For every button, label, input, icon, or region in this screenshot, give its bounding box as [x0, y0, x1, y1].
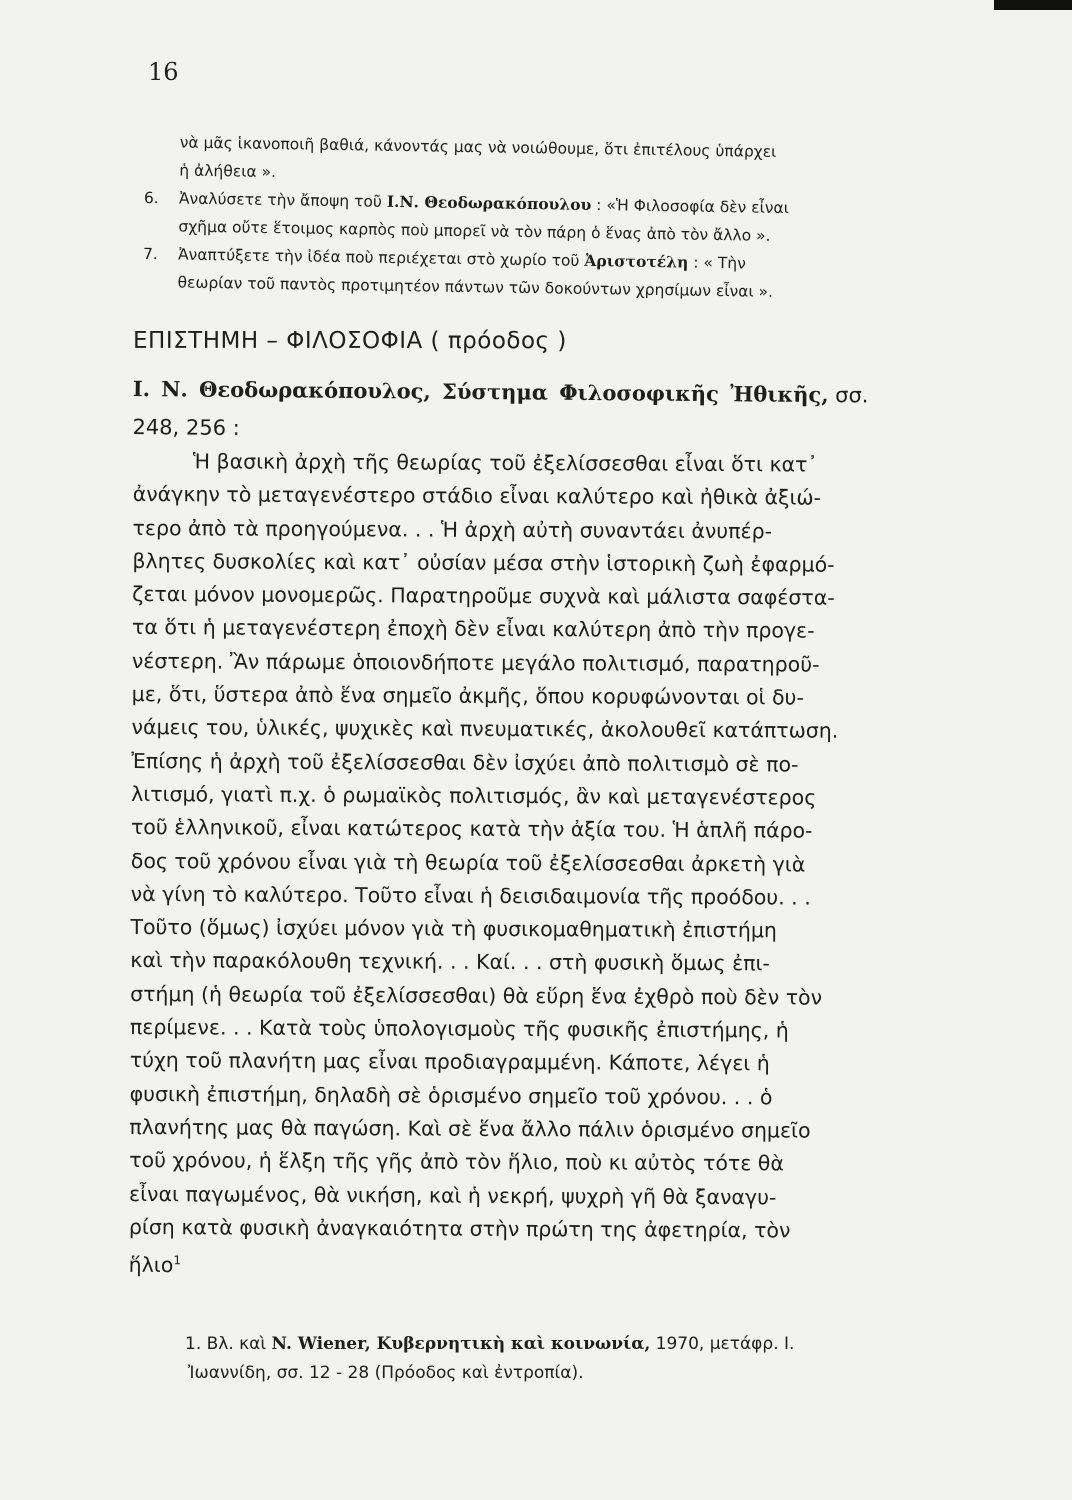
passage-last-word: ἥλιο	[128, 1252, 174, 1278]
passage-line: Τοῦτο (ὅμως) ἰσχύει μόνον γιὰ τὴ φυσικομαθηματικὴ ἐπιστήμη	[130, 915, 777, 943]
passage-line: τερο ἀπὸ τὰ προηγούμενα. . . Ἡ ἀρχὴ αὐτὴ συναντάει ἀνυπέρ-	[132, 515, 773, 543]
passage-line: ἀνάγκην τὸ μεταγενέστερο στάδιο εἶναι καλύτερο καὶ ἠθικὰ ἀξιώ-	[132, 482, 822, 510]
passage-line: τα ὅτι ἡ μεταγενέστερη ἐποχὴ δὲν εἶναι καλύτερη ἀπὸ τὴν προγε-	[131, 615, 815, 644]
question-text: : «Ἡ Φιλοσοφία δὲν εἶναι	[591, 196, 790, 218]
passage-line: νὰ γίνη τὸ καλύτερο. Τοῦτο εἶναι ἡ δεισιδαιμονία τῆς προόδου. . .	[130, 881, 811, 910]
passage-line: τύχη τοῦ πλανήτη μας εἶναι προδιαγραμμένη. Κάποτε, λέγει ἡ	[129, 1048, 770, 1076]
question-number: 7.	[142, 244, 158, 264]
passage-line: βλητες δυσκολίες καὶ κατ᾽ οὐσίαν μέσα στὴν ἱστορικὴ ζωὴ ἐφαρμό-	[132, 548, 835, 577]
footnote-marker: 1	[173, 1253, 182, 1268]
citation-reference: Ι. Ν. Θεοδωρακόπουλος, Σύστημα Φιλοσοφικῆς Ἠθικῆς,	[132, 375, 829, 408]
section-heading: ΕΠΙΣΤΗΜΗ – ΦΙΛΟΣΟΦΙΑ ( πρόοδος )	[133, 328, 567, 354]
question-continuation-line: ἡ ἀλήθεια ».	[179, 161, 277, 182]
quoted-passage	[129, 445, 963, 1287]
question-text: : « Τὴν	[688, 253, 746, 273]
question-text: Ἀναπτύξετε τὴν ἰδέα ποὺ περιέχεται στὸ χωρίο τοῦ	[177, 245, 585, 270]
passage-line: λιτισμό, γιατὶ π.χ. ὁ ρωμαϊκὸς πολιτισμός, ἂν καὶ μεταγενέστερος	[131, 781, 817, 810]
passage-line: φυσικὴ ἐπιστήμη, δηλαδὴ σὲ ὁρισμένο σημεῖο τοῦ χρόνου. . . ὁ	[129, 1081, 773, 1109]
footnote-reference: N. Wiener, Κυβερνητικὴ καὶ κοινωνία,	[271, 1334, 651, 1354]
passage-line: Ἡ βασικὴ ἀρχὴ τῆς θεωρίας τοῦ ἐξελίσσεσθαι εἶναι ὅτι κατ᾽	[192, 449, 818, 477]
question-text: Ἀναλύσετε τὴν ἄποψη τοῦ	[178, 189, 387, 211]
passage-line: τοῦ ἑλληνικοῦ, εἶναι κατώτερος κατὰ τὴν ἀξία του. Ἡ ἁπλῆ πάρο-	[130, 815, 813, 843]
question-author: Ἀριστοτέλη	[584, 250, 689, 272]
question-number: 6.	[143, 188, 159, 208]
footnote-continuation: Ἰωαννίδη, σσ. 12 - 28 (Πρόοδος καὶ ἐντροπία).	[188, 1363, 584, 1383]
passage-line: με, ὅτι, ὕστερα ἀπὸ ἕνα σημεῖο ἀκμῆς, ὅπου κορυφώνονται οἱ δυ-	[131, 682, 804, 710]
question-continuation-line: νὰ μᾶς ἱκανοποιῆ βαθιά, κάνοντάς μας νὰ νοιώθουμε, ὅτι ἐπιτέλους ὑπάρχει	[179, 133, 777, 161]
page-number: 16	[148, 58, 179, 86]
citation-pages: 248, 256 :	[132, 414, 240, 440]
passage-last-line	[129, 1244, 959, 1286]
passage-line: περίμενε. . . Κατὰ τοὺς ὑπολογισμοὺς τῆς φυσικῆς ἐπιστήμης, ἡ	[129, 1015, 789, 1043]
passage-line: δος τοῦ χρόνου εἶναι γιὰ τὴ θεωρία τοῦ ἐξελίσσεσθαι ἀρκετὴ γιὰ	[130, 848, 806, 877]
scan-edge	[994, 0, 1072, 10]
passage-line: καὶ τὴν παρακόλουθη τεχνική. . . Καί. . . στὴ φυσικὴ ὅμως ἐπι-	[130, 948, 770, 976]
passage-line: νέστερη. Ἂν πάρωμε ὁποιονδήποτε μεγάλο πολιτισμό, παρατηροῦ-	[131, 648, 820, 677]
citation-pages-abbr: σσ.	[828, 383, 869, 408]
passage-line: ζεται μόνον μονομερῶς. Παρατηροῦμε συχνὰ καὶ μάλιστα σαφέστα-	[132, 582, 835, 610]
citation	[132, 370, 963, 453]
footnote-text: 1970, μετάφρ. Ι.	[650, 1334, 795, 1354]
footnote-text: 1. Βλ. καὶ	[185, 1334, 272, 1354]
passage-line: εἶναι παγωμένος, θὰ νικήση, καὶ ἡ νεκρή, ψυχρὴ γῆ θὰ ξαναγυ-	[129, 1181, 777, 1209]
footnote	[185, 1330, 965, 1388]
question-7-continuation: θεωρίαν τοῦ παντὸς προτιμητέον πάντων τῶν δοκούντων χρησίμων εἶναι ».	[177, 273, 774, 301]
passage-line: πλανήτης μας θὰ παγώση. Καὶ σὲ ἕνα ἄλλο πάλιν ὁρισμένο σημεῖο	[129, 1114, 811, 1143]
review-questions	[142, 128, 965, 309]
passage-line: στήμη (ἡ θεωρία τοῦ ἐξελίσσεσθαι) θὰ εὕρη ἕνα ἐχθρὸ ποὺ δὲν τὸν	[130, 981, 823, 1010]
passage-line: ρίση κατὰ φυσικὴ ἀναγκαιότητα στὴν πρώτη της ἀφετηρία, τὸν	[128, 1214, 791, 1243]
question-author: Ι.Ν. Θεοδωρακόπουλου	[386, 191, 592, 215]
passage-line: Ἐπίσης ἡ ἀρχὴ τοῦ ἐξελίσσεσθαι δὲν ἰσχύει ἀπὸ πολιτισμὸ σὲ πο-	[131, 748, 799, 777]
question-6-continuation: σχῆμα οὔτε ἕτοιμος καρπὸς ποὺ μπορεῖ νὰ τὸν πάρη ὁ ἕνας ἀπὸ τὸν ἄλλο ».	[178, 217, 771, 245]
passage-line: τοῦ χρόνου, ἡ ἕλξη τῆς γῆς ἀπὸ τὸν ἥλιο, ποὺ κι αὐτὸς τότε θὰ	[129, 1148, 784, 1176]
citation-line	[133, 370, 963, 415]
footnote-line	[185, 1330, 965, 1359]
passage-line: νάμεις του, ὑλικές, ψυχικὲς καὶ πνευματικές, ἀκολουθεῖ κατάπτωση.	[131, 715, 839, 744]
